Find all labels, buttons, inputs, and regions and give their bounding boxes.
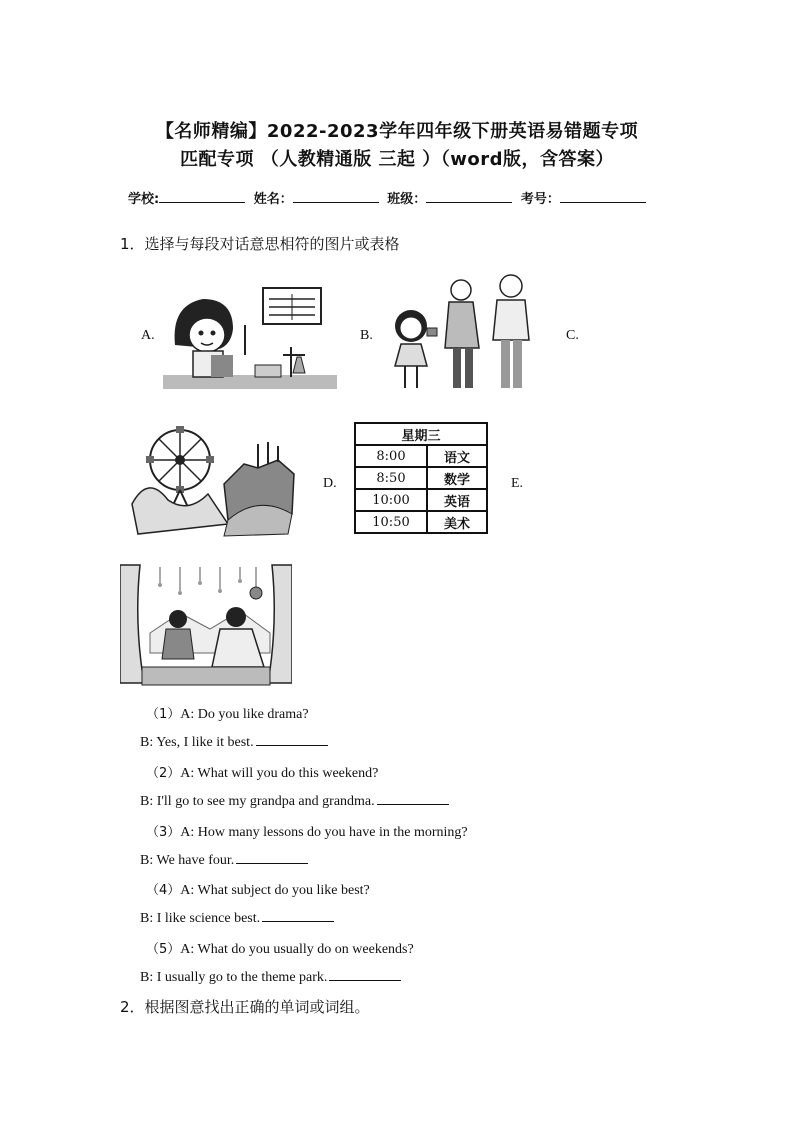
name-blank[interactable]	[293, 190, 379, 203]
schedule-subject: 数学	[427, 467, 487, 489]
answer-blank-2[interactable]	[377, 792, 449, 805]
dialog-1-number: （1）	[146, 707, 181, 722]
table-row	[355, 445, 487, 467]
dialog-5-question	[146, 938, 414, 958]
dialog-5-answer	[140, 968, 401, 986]
dialog-5-number: （5）	[146, 942, 181, 957]
dialog-1-answer	[140, 733, 328, 751]
dialog-3-a-text: A: How many lessons do you have in the morning?	[180, 825, 468, 840]
class-blank[interactable]	[426, 190, 512, 203]
dialog-2-number: （2）	[146, 766, 181, 781]
science-experiment-picture	[163, 285, 337, 397]
dialog-3-b-text: B: We have four.	[140, 853, 235, 868]
table-row	[355, 489, 487, 511]
dialog-2-answer	[140, 792, 449, 810]
schedule-time: 8:50	[355, 467, 427, 489]
question-2-prompt: 2．根据图意找出正确的单词或词组。	[120, 998, 370, 1016]
schedule-subject: 英语	[427, 489, 487, 511]
option-d-label: D.	[323, 476, 337, 491]
document-title-line1: 【名师精编】2022-2023学年四年级下册英语易错题专项	[155, 121, 639, 142]
exam-number-blank[interactable]	[560, 190, 646, 203]
schedule-subject: 语文	[427, 445, 487, 467]
dialog-5-b-text: B: I usually go to the theme park.	[140, 970, 328, 985]
schedule-time: 8:00	[355, 445, 427, 467]
option-a-label: A.	[141, 328, 155, 343]
answer-blank-3[interactable]	[236, 851, 308, 864]
dialog-1-b-text: B: Yes, I like it best.	[140, 735, 254, 750]
dialog-4-question	[146, 879, 370, 899]
grandparents-visit-picture	[383, 270, 539, 398]
dialog-2-a-text: A: What will you do this weekend?	[180, 766, 379, 781]
dialog-2-b-text: B: I'll go to see my grandpa and grandma.	[140, 794, 375, 809]
theme-park-picture	[128, 424, 296, 542]
dialog-4-b-text: B: I like science best.	[140, 911, 261, 926]
exam-number-label: 考号：	[520, 192, 560, 207]
dialog-3-number: （3）	[146, 825, 181, 840]
table-row	[355, 511, 487, 533]
class-label: 班级：	[387, 192, 427, 207]
schedule-time: 10:00	[355, 489, 427, 511]
question-1-prompt: 1．选择与每段对话意思相符的图片或表格	[120, 235, 400, 253]
dialog-3-answer	[140, 851, 308, 869]
dialog-3-question	[146, 821, 468, 841]
answer-blank-4[interactable]	[262, 909, 334, 922]
schedule-subject: 美术	[427, 511, 487, 533]
document-title-line2: 匹配专项 （人教精通版 三起 ）（word版，含答案）	[179, 149, 615, 170]
dialog-5-a-text: A: What do you usually do on weekends?	[180, 942, 414, 957]
dialog-2-question	[146, 762, 378, 782]
option-b-label: B.	[360, 328, 373, 343]
drama-stage-picture	[120, 563, 292, 689]
dialog-4-number: （4）	[146, 883, 181, 898]
wednesday-schedule-table	[354, 422, 488, 534]
dialog-4-a-text: A: What subject do you like best?	[180, 883, 370, 898]
school-label: 学校:	[128, 192, 160, 207]
schedule-time: 10:50	[355, 511, 427, 533]
dialog-1-a-text: A: Do you like drama?	[180, 707, 309, 722]
dialog-4-answer	[140, 909, 334, 927]
schedule-header: 星期三	[355, 423, 487, 445]
answer-blank-5[interactable]	[329, 968, 401, 981]
name-label: 姓名：	[253, 192, 293, 207]
table-row	[355, 467, 487, 489]
student-info-line	[128, 188, 650, 207]
answer-blank-1[interactable]	[256, 733, 328, 746]
option-c-label: C.	[566, 328, 579, 343]
option-e-label: E.	[511, 476, 524, 491]
dialog-1-question	[146, 703, 309, 723]
school-blank[interactable]	[159, 190, 245, 203]
